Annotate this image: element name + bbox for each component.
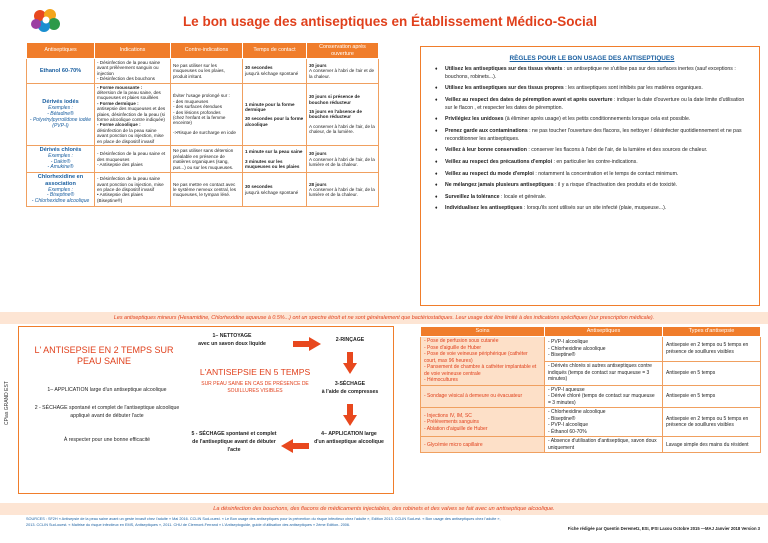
cell-line: - Antisepsie des plaies — [97, 161, 143, 167]
logo-icon — [26, 6, 66, 40]
cell-line: - des surfaces étendues — [173, 104, 223, 110]
antiseptic-cell — [545, 408, 663, 437]
cell-line: 1 minute sur la peau saine — [245, 149, 303, 155]
rule-text: : conserver les flacons à l'abri de l'air, de la lumière et des sources de chaleur. — [526, 147, 708, 154]
rule-item — [435, 116, 749, 124]
cell-line: - Glycémie micro capillaire — [424, 441, 483, 448]
cell-line: 30 jours — [309, 151, 327, 157]
rule-item — [435, 97, 749, 113]
antiseptic-cell — [545, 385, 663, 408]
antiseptic-cell — [545, 361, 663, 385]
cell-line: - Désinfection de la peau saine avant prélèvement sanguin ou injection — [97, 60, 161, 76]
care-cell — [421, 337, 545, 386]
cell-contact — [243, 173, 307, 207]
cell-line: - Forme alcoolique : — [97, 122, 141, 128]
cell-line: - PVP-I aqueuse — [548, 386, 585, 393]
rule-text: : un antiseptique ne s'utilise pas sur des surfaces inertes (sauf exceptions : bouchons, robinets...). — [445, 66, 736, 80]
antiseptic-cell — [545, 337, 663, 361]
cell-line: - des muqueuses — [173, 98, 209, 104]
cell-conservation — [307, 83, 379, 145]
cell-indications — [95, 83, 171, 145]
cell-line: ->Risque de surcharge en iode — [173, 129, 236, 135]
antiseptic-example: Exemples : — [48, 186, 73, 193]
rules-box — [420, 46, 760, 306]
arrow-down-icon — [343, 415, 357, 426]
rule-bold: Ne mélangez jamais plusieurs antiseptiques — [445, 182, 554, 189]
cell-line: - Forme moussante : — [97, 84, 143, 90]
rule-bold: Veillez au respect du mode d'emploi — [445, 170, 534, 177]
table-row — [421, 337, 761, 361]
table-row — [421, 385, 761, 408]
cell-line: - PVP-I alcoolique — [548, 422, 589, 429]
sources: SOURCES : SF2H « Antisepsie de la peau saine avant un geste invasif chez l'adulte » Mai 2016. CCLIN Sud-ouest. « Le Bon usage des antiseptiques pour la prévention du risque infectieux chez l'adulte », Edition 2013. CCLIN Sud-est. « Bon usage des antiseptiques chez l'adulte », 2013. CCLIN Sud-ouest. « Maitrise du risque infectieux en EMS, Antiseptiques », 2011. CHU de Clermont-Ferrand « L'Antiseptoguide, guide d'utilisation des antiseptiques » 2ème Edition- 2006. — [26, 517, 501, 527]
cell-line: - PVP-I alcoolique — [548, 339, 589, 346]
five-step-subtitle: SUR PEAU SAINE EN CAS DE PRÉSENCE DE SOUILLURES VISIBLES — [201, 381, 309, 394]
antiseptic-example: - Biseptine® — [46, 192, 75, 199]
rule-item — [435, 85, 749, 93]
column-header: Antiseptiques — [545, 327, 663, 337]
antiseptic-example: Exemples : — [48, 104, 73, 111]
cell-line: antisepsie des muqueuses et des plaies, désinfection de la peau (si forme alcoolique contre indiquée) — [97, 106, 166, 123]
cell-line: Ne pas utiliser sur les muqueuses ou les plaies, produit irritant. — [173, 62, 225, 79]
cell-line: - Biseptine® — [548, 415, 576, 422]
five-step-step-2: 2-RINÇAGE — [335, 337, 365, 343]
cell-line: 30 jours — [309, 62, 327, 68]
table-row — [421, 437, 761, 453]
cell-line: - Éthanol 60-70% — [548, 428, 587, 435]
cell-line: détersion de la peau saine, des muqueuses et plaies souillées — [97, 90, 161, 101]
table-row — [27, 173, 379, 207]
rule-bold: Veillez à leur bonne conservation — [445, 147, 527, 154]
column-header: Antiseptiques — [27, 43, 95, 59]
rule-item — [435, 128, 749, 144]
antiseptic-example: Exemples : — [48, 152, 73, 159]
rule-text: : en particulier les contre-indications. — [552, 158, 638, 165]
cell-line: 3 minutes sur les muqueuses ou les plaies — [245, 158, 300, 169]
care-cell — [421, 408, 545, 437]
cell-line: - Désinfection de la peau saine et des muqueuses — [97, 151, 166, 162]
cell-line: - Désinfection de la peau saine avant ponction ou injection, mise en place de dispositif invasif — [97, 176, 164, 193]
rule-bold: Privilégiez les unidoses — [445, 116, 504, 123]
cell-line: 30 secondes — [245, 184, 273, 190]
rules-title: RÈGLES POUR LE BON USAGE DES ANTISEPTIQUES — [509, 55, 675, 62]
rule-item — [435, 66, 749, 82]
cell-line: (chez l'enfant et la femme enceinte) — [173, 115, 226, 126]
rules-list — [435, 66, 749, 213]
care-cell — [421, 385, 545, 408]
cell-line: Ne pas mettre en contact avec le système nerveux central, les muqueuses, le tympan lésé. — [173, 181, 237, 198]
cell-line: - Chlorhexidine alcoolique — [548, 409, 606, 416]
cell-line: - Ablation d'aiguille de Huber — [424, 425, 488, 432]
cell-line: - Pose de perfusion sous cutanée — [424, 338, 499, 345]
antiseptic-name — [27, 173, 95, 207]
five-step-step-3: 3-SÉCHAGE à l'aide de compresses — [321, 381, 379, 395]
cell-conservation — [307, 146, 379, 173]
antiseptic-example: - Polyvinylpyrrolidone iodée (PVP-I) — [29, 116, 92, 129]
cell-contact — [243, 59, 307, 84]
antiseptic-name — [27, 83, 95, 145]
cell-indications — [95, 59, 171, 84]
rule-bold: Individualisez les antiseptiques — [445, 205, 523, 212]
antiseptic-example: - Dakin® — [50, 158, 71, 165]
rule-text: : les antiseptiques sont inhibés par les matières organiques. — [563, 85, 703, 92]
cell-line: 30 secondes pour la forme alcoolique — [245, 116, 304, 127]
arrow-down-icon — [343, 363, 357, 374]
rule-bold: Surveillez la tolérance — [445, 193, 500, 200]
cell-line: 15 jours en l'absence de bouchon réducteur — [309, 108, 362, 120]
cell-line: - Biseptine® — [548, 352, 576, 359]
antiseptic-label: Ethanol 60-70% — [39, 67, 82, 74]
cell-line: Ne pas utiliser sans détersion préalable en présence de matières organiques (sang, pus...) ou sur les muqueuses. — [173, 148, 234, 170]
rule-bold: Prenez garde aux contaminations — [445, 127, 528, 134]
cell-contra — [171, 59, 243, 84]
caps-disinfection-banner: La désinfection des bouchons, des flacons de médicaments injectables, des robinets et des valves se fait avec un antiseptique alcoolique. — [0, 503, 768, 515]
cell-contact — [243, 146, 307, 173]
antiseptic-example: - Bétadine® — [47, 110, 74, 117]
cell-line: A conserver à l'abri de l'air et de la chaleur. — [309, 68, 375, 79]
page-title: Le bon usage des antiseptiques en Établissement Médico-Social — [182, 14, 598, 29]
five-step-step-1: 1– NETTOYAGE avec un savon doux liquide — [198, 333, 266, 347]
cell-line: - des lésions profondes — [173, 109, 221, 115]
cell-line: - Dérivé chloré (temps de contact sur muqueuse = 3 minutes) — [548, 393, 655, 406]
cell-line: - Dérivés chlorés si autres antiseptiques contre indiqués (temps de contact sur muqueuse = 3 minutes) — [548, 363, 652, 383]
column-header: Conservation après ouverture — [307, 43, 379, 59]
two-step-note: À respecter pour une bonne efficacité — [63, 437, 151, 443]
cell-line: - Désinfection des bouchons — [97, 76, 155, 82]
cell-line: - Absence d'utilisation d'antiseptique, savon doux uniquement — [548, 438, 657, 451]
cell-line: A conserver à l'abri de l'air, de la chaleur, de la lumière. — [309, 123, 375, 135]
column-header: Indications — [95, 43, 171, 59]
antiseptic-name — [27, 146, 95, 173]
table-row — [27, 83, 379, 145]
cell-line: 28 jours — [309, 181, 327, 187]
cell-line: - Injections IV, IM, SC — [424, 412, 472, 419]
antiseptic-label: Chlorhexidine en association — [37, 174, 84, 187]
cell-line: 30 secondes — [245, 65, 273, 71]
cell-line: - Hémocultures — [424, 377, 458, 384]
cell-line: - Pansement de chambre à cathéter implantable et de voie veineuse centrale — [424, 364, 537, 377]
antiseptic-label: Dérivés chlorés — [39, 147, 82, 154]
antisepsis-type-cell: Lavage simple des mains du résident — [663, 437, 761, 453]
antiseptics-table — [26, 42, 379, 207]
cell-line: - Chlorhexidine alcoolique — [548, 345, 606, 352]
antisepsis-steps-box — [18, 326, 394, 494]
antisepsis-type-cell: Antisepsie en 5 temps — [663, 361, 761, 385]
five-step-title: L'ANTISEPSIE EN 5 TEMPS — [199, 367, 311, 377]
cell-line: 30 jours si présence de bouchon réducteur — [309, 94, 360, 105]
cell-line: Éviter l'usage prolongé sur : — [173, 93, 230, 99]
cell-line: - Pose d'aiguille de Huber — [424, 344, 482, 351]
cell-line: - Sondage vésical à demeure ou évacuateur — [424, 393, 523, 400]
cell-contact — [243, 83, 307, 145]
antisepsis-type-cell: Antisepsie en 5 temps — [663, 385, 761, 408]
antiseptic-name — [27, 59, 95, 84]
rule-bold: Utilisez les antiseptiques sur des tissus propres — [445, 85, 564, 92]
cell-conservation — [307, 59, 379, 84]
column-header: Contre-indications — [171, 43, 243, 59]
cell-line: désinfection de la peau saine avant ponction ou injection, mise en place de dispositif invasif — [97, 127, 164, 144]
cell-line: - Pose de voie veineuse périphérique (cathéter court, max 96 heures) — [424, 351, 528, 364]
side-label: CPias GRAND EST — [4, 381, 10, 425]
antisepsis-type-cell: Antisepsie en 2 temps ou 5 temps en présence de souillures visibles — [663, 408, 761, 437]
rule-text: : indiquer la date d'ouverture ou la date limite d'utilisation sur le flacon , et respecter les dates de péremption. — [445, 96, 745, 111]
cell-line: - Forme dermique : — [97, 100, 139, 106]
rule-bold: Veillez au respect des précautions d'emploi — [445, 158, 553, 165]
care-table — [420, 326, 761, 453]
rule-text: : lorsqu'ils sont utilisés sur un site infecté (plaie, muqueuse...). — [522, 205, 667, 212]
antiseptic-example: - Chlorhexidine alcoolique — [31, 198, 90, 205]
rule-text: : locale et générale. — [499, 193, 547, 200]
cell-line: 1 minute pour la forme dermique — [245, 101, 295, 112]
cell-indications — [95, 173, 171, 207]
table-row — [421, 408, 761, 437]
cell-line: - Prélèvements sanguins — [424, 419, 480, 426]
five-step-step-4: 4– APPLICATION large d'un antiseptique alcoolique — [314, 431, 384, 445]
five-step-step-5: 5 - SÉCHAGE spontané et complet de l'antiseptique avant de débuter l'acte — [191, 431, 277, 453]
cell-line: A conserver à l'abri de l'air, de la lumière et de la chaleur. — [309, 187, 375, 198]
two-step-title: L' ANTISEPSIE EN 2 TEMPS SUR PEAU SAINE — [34, 345, 174, 367]
rule-text: : notamment la concentration et le temps de contact minimum. — [533, 170, 679, 177]
antiseptic-cell — [545, 437, 663, 453]
cell-contra — [171, 146, 243, 173]
antisepsis-type-cell: Antisepsie en 2 temps ou 5 temps en présence de souillures visibles — [663, 337, 761, 361]
credit: Fiche rédigée par Quentin Deremetz, ESI, IFSI Laxou Octobre 2015 —MAJ Janvier 2018 Version 3 — [567, 526, 760, 531]
column-header: Temps de contact — [243, 43, 307, 59]
cell-contra — [171, 83, 243, 145]
rule-item — [435, 171, 749, 179]
care-cell — [421, 437, 545, 453]
rule-text: : ne pas toucher l'ouverture des flacons, les nettoyer / désinfecter quotidiennement et ne pas reconditionner les antiseptiques. — [445, 127, 742, 142]
column-header: Types d'antisepsie — [663, 327, 761, 337]
rule-bold: Utilisez les antiseptiques sur des tissus vivants — [445, 66, 563, 72]
rule-text: : il y a risque d'inactivation des produits et de toxicité. — [553, 182, 678, 189]
arrow-left-icon — [281, 439, 293, 453]
cell-line: • Antisepsie des plaies (Biseptine®) — [97, 192, 143, 203]
two-step-step-1: 1– APPLICATION large d'un antiseptique alcoolique — [47, 387, 167, 393]
rule-item — [435, 182, 749, 190]
rule-item — [435, 205, 749, 213]
rule-bold: Veillez au respect des dates de péremption avant et après ouverture — [445, 96, 613, 103]
antiseptic-label: Dérivés iodés — [42, 99, 79, 106]
table-row — [27, 146, 379, 173]
minor-antiseptics-banner: Les antiseptiques mineurs (Hexamidine, Chlorhexidine aqueuse à 0.5%...) ont un spectre étroit et ne sont généralement que bactériostatiques. Leur usage doit être limité à des indications spécifiques (sur prescription médicale). — [0, 312, 768, 324]
rule-item — [435, 147, 749, 155]
cell-conservation — [307, 173, 379, 207]
cell-indications — [95, 146, 171, 173]
rule-text: (à éliminer après usage) et les petits conditionnements lorsque cela est possible. — [503, 116, 691, 123]
rule-item — [435, 194, 749, 202]
column-header: Soins — [421, 327, 545, 337]
table-row — [27, 59, 379, 84]
cell-line: jusqu'à séchage spontané — [245, 189, 299, 195]
cell-contra — [171, 173, 243, 207]
rule-item — [435, 159, 749, 167]
antiseptic-example: - Amukine® — [47, 164, 74, 171]
cell-line: A conserver à l'abri de l'air, de la lumière et de la chaleur. — [309, 156, 375, 167]
cell-line: jusqu'à séchage spontané — [245, 70, 299, 76]
two-step-step-2: 2 - SÉCHAGE spontané et complet de l'antiseptique alcoolique appliqué avant de débuter l'acte — [34, 405, 180, 419]
